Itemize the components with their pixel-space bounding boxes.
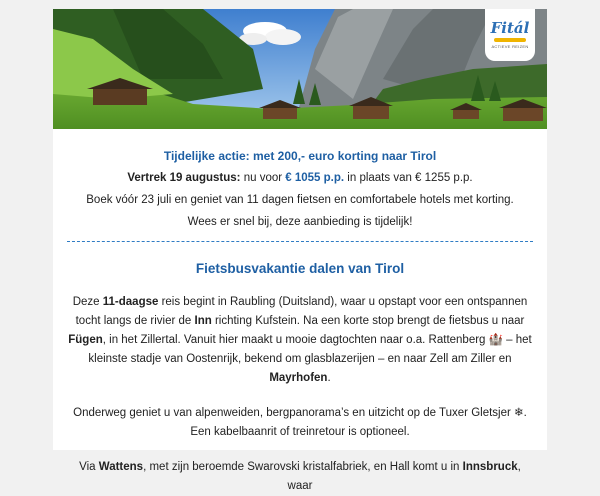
now-text: nu voor <box>243 172 283 184</box>
bold-town: Fügen <box>68 334 103 346</box>
text-run: Via <box>79 461 99 473</box>
text-run: Deze <box>72 296 103 308</box>
text-run: , waar <box>287 461 521 492</box>
hero-image <box>53 9 547 129</box>
dashed-divider <box>67 241 533 242</box>
text-run: . <box>327 372 331 384</box>
text-run: reis begint in Raubling (Duitsland), waar u opstapt voor een ontspannen tocht langs de rivier de <box>75 296 528 327</box>
bold-town: Wattens <box>98 461 144 473</box>
route-paragraph <box>67 458 533 496</box>
bold-town: Mayrhofen <box>269 372 328 384</box>
brand-logo[interactable] <box>485 9 535 61</box>
hero-banner <box>53 9 547 129</box>
scenery-paragraph <box>67 404 533 442</box>
bold-duration: 11-daagse <box>102 296 159 308</box>
logo-word: Fitál <box>490 19 530 37</box>
promo-title: Tijdelijke actie: met 200,- euro korting naar Tirol <box>163 149 437 163</box>
text-run: richting Kufstein. Na een korte stop brengt de fietsbus u naar <box>211 315 525 327</box>
bottom-fade <box>53 438 547 450</box>
departure-label: Vertrek 19 augustus: <box>127 172 241 184</box>
bold-river: Inn <box>194 315 212 327</box>
text-run: Onderweg geniet u van alpenweiden, bergpanorama’s en uitzicht op de Tuxer Gletsjer ❄. Een kabelbaanrit of treinretour is optioneel. <box>73 407 527 438</box>
text-run: , met zijn beroemde Swarovski kristalfabriek, en Hall komt u in <box>143 461 463 473</box>
price-now: € 1055 p.p. <box>285 172 345 184</box>
intro-paragraph <box>67 293 533 388</box>
text-run: , in het Zillertal. Vanuit hier maakt u mooie dagtochten naar o.a. Rattenberg 🏰 – het kleinste stadje van Oostenrijk, bekend om glasblazerijen – en naar Zell am Ziller en <box>88 334 532 365</box>
departure-line <box>67 171 533 185</box>
instead-text: in plaats van € 1255 p.p. <box>347 172 473 184</box>
bold-town: Innsbruck <box>462 461 518 473</box>
book-line: Boek vóór 23 juli en geniet van 11 dagen fietsen en comfortabele hotels met korting. <box>86 194 514 206</box>
hurry-line: Wees er snel bij, deze aanbieding is tijdelijk! <box>187 216 413 228</box>
logo-swoosh <box>494 38 526 42</box>
email-card <box>53 9 547 492</box>
logo-subtitle: ACTIEVE REIZEN <box>491 44 529 49</box>
section-title: Fietsbusvakantie dalen van Tirol <box>195 261 405 276</box>
